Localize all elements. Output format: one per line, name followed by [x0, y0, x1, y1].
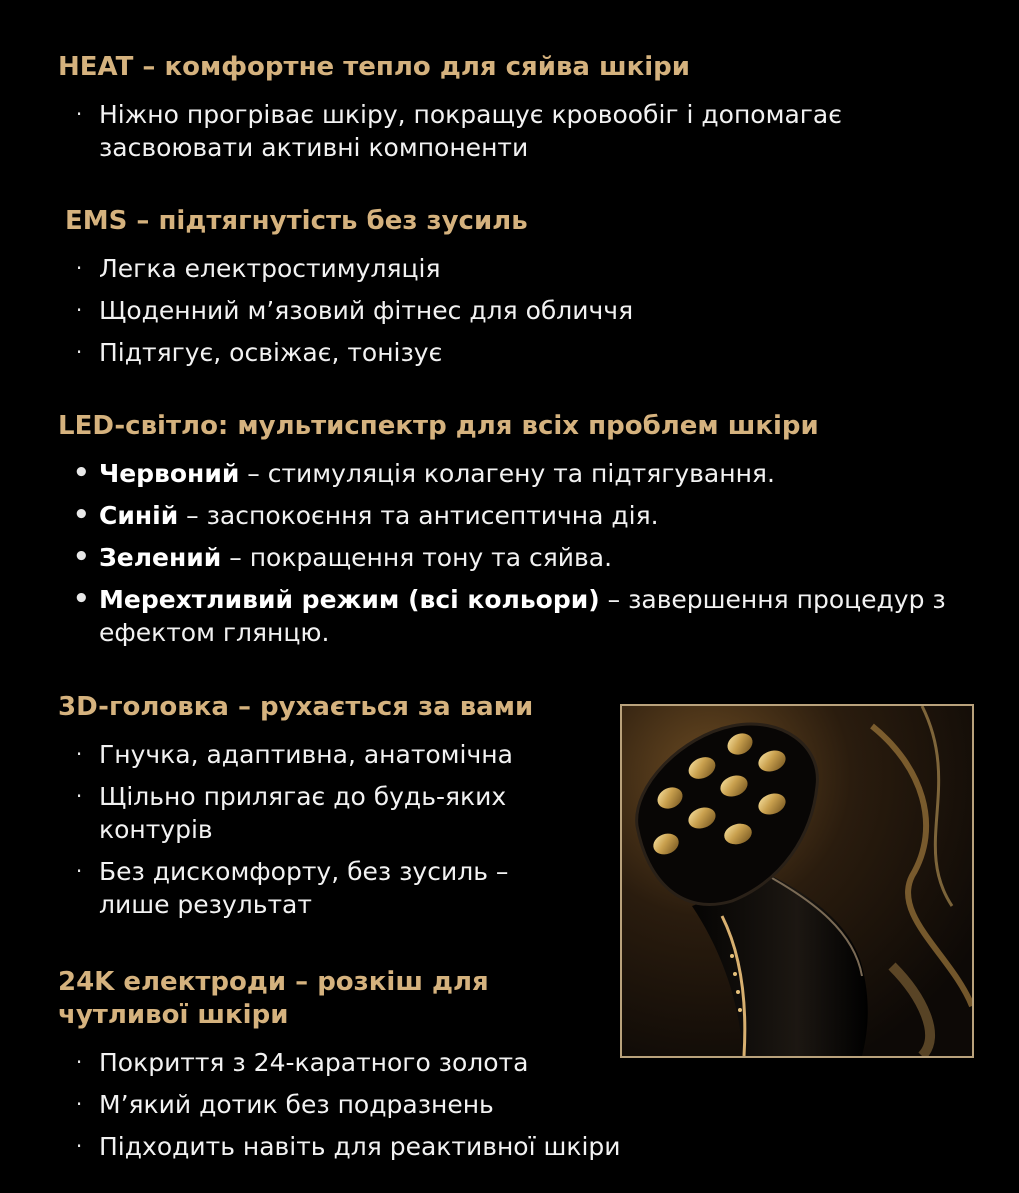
heading-heat: HEAT – комфортне тепло для сяйва шкіри	[58, 52, 690, 82]
section-3d-head	[58, 691, 578, 930]
bullet-icon: ·	[75, 859, 83, 883]
heading-ems: EMS – підтягнутість без зусиль	[65, 206, 528, 236]
list-item-bold: Червоний	[99, 459, 240, 488]
bullet-icon: ·	[75, 256, 83, 280]
list-item-text: Ніжно прогріває шкіру, покращує кровообіг і допомагає засвоювати активні компоненти	[99, 100, 842, 162]
list-item-text: – заспокоєння та антисептична дія.	[178, 501, 659, 530]
list-item	[58, 541, 978, 574]
bullet-icon: ·	[75, 298, 83, 322]
list-item	[58, 499, 978, 532]
list-item-text: М’який дотик без подразнень	[99, 1090, 494, 1119]
section-led	[58, 410, 978, 658]
bullet-icon: ·	[75, 102, 83, 126]
bullet-icon: •	[73, 458, 90, 488]
list-item	[58, 98, 978, 164]
list-item-text: – покращення тону та сяйва.	[221, 543, 613, 572]
list-item	[58, 738, 578, 771]
list-item-bold: Мерехтливий режим (всі кольори)	[99, 585, 600, 614]
list-item	[58, 457, 978, 490]
heading-24k-electrodes: 24K електроди – розкіш для чутливої шкіри	[58, 967, 489, 1030]
list-item	[58, 583, 978, 649]
bullet-icon: ·	[75, 1050, 83, 1074]
list-item-bold: Зелений	[99, 543, 222, 572]
list-item	[58, 252, 978, 285]
heading-led: LED-світло: мультиспектр для всіх проблем шкіри	[58, 411, 819, 441]
list-item	[58, 780, 529, 846]
list-led	[58, 457, 978, 649]
section-ems	[58, 205, 978, 378]
list-item	[58, 855, 549, 921]
bullet-icon: •	[73, 584, 90, 614]
list-item-text: Щільно прилягає до будь-яких контурів	[99, 782, 507, 844]
list-heat	[58, 98, 978, 164]
bullet-icon: ·	[75, 784, 83, 808]
bullet-icon: ·	[75, 1092, 83, 1116]
section-heat	[58, 51, 978, 173]
bullet-icon: ·	[75, 340, 83, 364]
list-item-text: Гнучка, адаптивна, анатомічна	[99, 740, 513, 769]
list-item	[58, 1088, 678, 1121]
bullet-icon: ·	[75, 742, 83, 766]
list-item	[58, 1130, 678, 1163]
list-item-text: Покриття з 24-каратного золота	[99, 1048, 529, 1077]
list-ems	[58, 252, 978, 369]
product-image	[620, 704, 974, 1058]
list-item-text: – завершення процедур з ефектом глянцю.	[99, 585, 946, 647]
bullet-icon: •	[73, 500, 90, 530]
section-24k-electrodes	[58, 966, 678, 1172]
list-item	[58, 294, 978, 327]
device-illustration-icon	[622, 706, 972, 1056]
bullet-icon: ·	[75, 1134, 83, 1158]
list-item-text: Підходить навіть для реактивної шкіри	[99, 1132, 621, 1161]
list-item-text: Без дискомфорту, без зусиль – лише результат	[99, 857, 509, 919]
list-item	[58, 336, 978, 369]
heading-3d-head: 3D-головка – рухається за вами	[58, 692, 534, 722]
list-item-text: Підтягує, освіжає, тонізує	[99, 338, 443, 367]
list-item-text: – стимуляція колагену та підтягування.	[239, 459, 775, 488]
list-24k-electrodes	[58, 1046, 678, 1163]
list-item-text: Щоденний м’язовий фітнес для обличчя	[99, 296, 634, 325]
bullet-icon: •	[73, 542, 90, 572]
list-item-bold: Синій	[99, 501, 179, 530]
list-item-text: Легка електростимуляція	[99, 254, 441, 283]
list-item	[58, 1046, 678, 1079]
list-3d-head	[58, 738, 578, 921]
